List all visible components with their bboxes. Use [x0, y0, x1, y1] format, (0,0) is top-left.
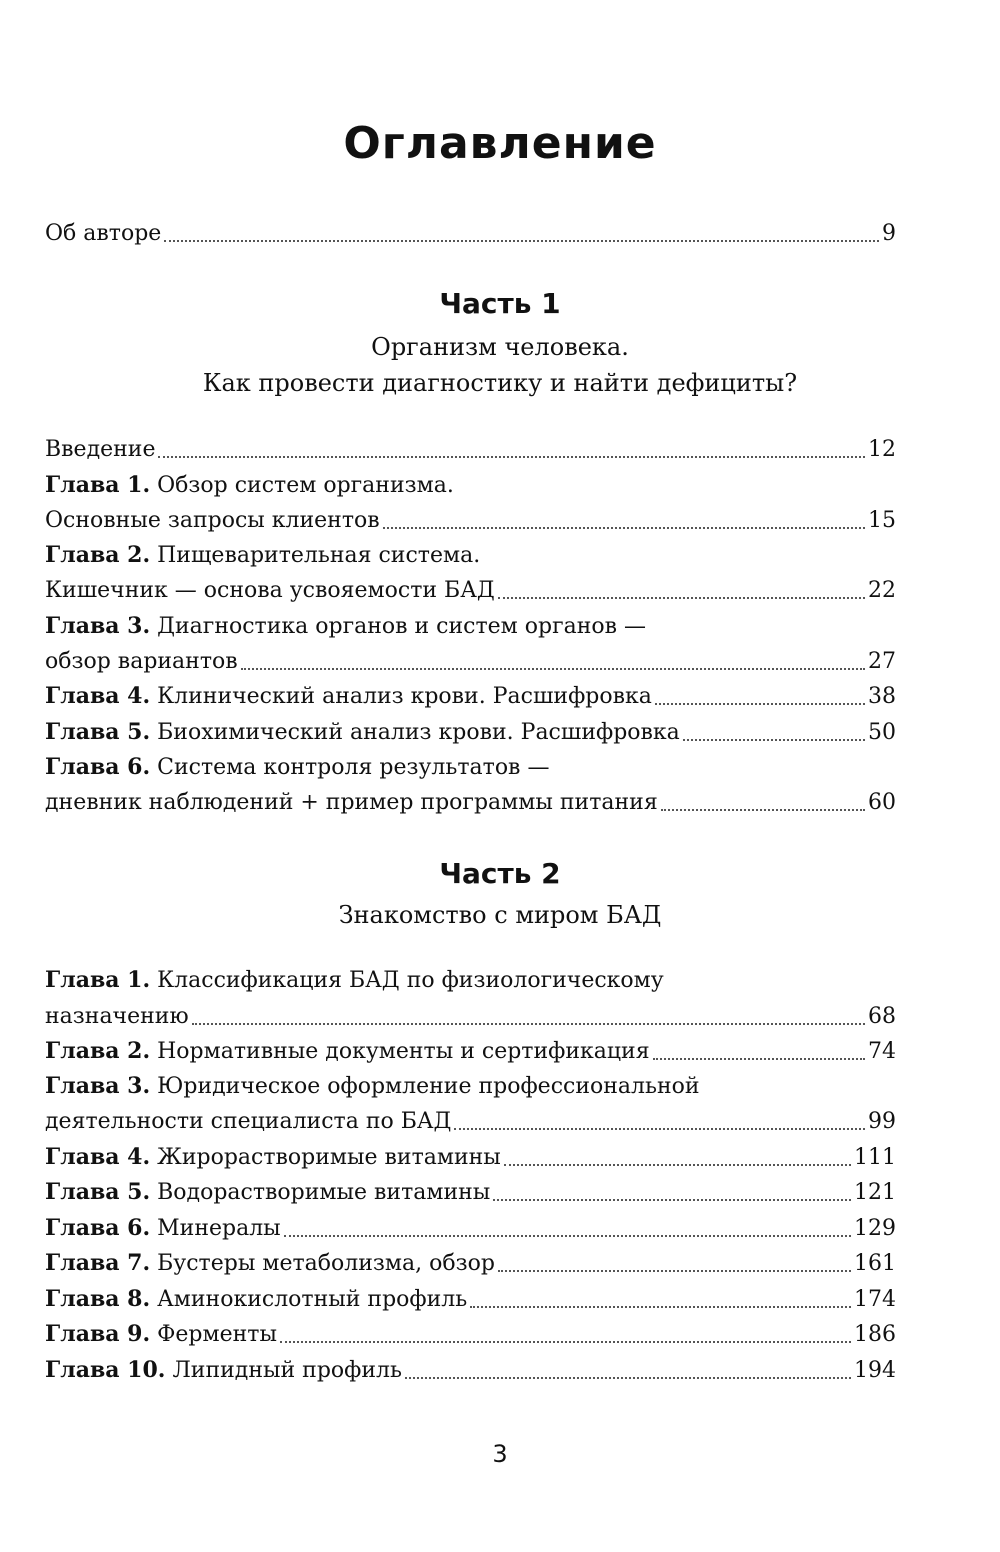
chapter-title-continued: назначению — [45, 1004, 189, 1029]
toc-entry-p2-ch10[interactable] — [45, 1351, 896, 1386]
chapter-prefix: Глава 10. — [45, 1357, 166, 1383]
toc-entry-p2-ch3-cont[interactable] — [45, 1102, 896, 1137]
toc-entry-intro[interactable] — [45, 430, 896, 465]
toc-entry-p1-ch3[interactable] — [45, 607, 896, 642]
toc-page-number: 68 — [868, 1004, 896, 1029]
chapter-prefix: Глава 6. — [45, 754, 151, 780]
dot-leader — [158, 455, 865, 458]
toc-page-number: 9 — [882, 221, 896, 246]
chapter-prefix: Глава 8. — [45, 1286, 151, 1312]
toc-page-number: 22 — [868, 578, 896, 603]
toc-entry-p1-ch6[interactable] — [45, 748, 896, 783]
chapter-prefix: Глава 9. — [45, 1321, 151, 1347]
toc-page-number: 121 — [854, 1180, 896, 1205]
toc-entry-label: Введение — [45, 437, 156, 462]
dot-leader — [241, 667, 865, 670]
chapter-prefix: Глава 6. — [45, 1215, 151, 1241]
chapter-title: Минералы — [157, 1216, 281, 1241]
page-title: Оглавление — [343, 118, 657, 169]
dot-leader — [164, 239, 879, 242]
chapter-prefix: Глава 5. — [45, 719, 151, 745]
toc-page-number: 186 — [854, 1322, 896, 1347]
toc-entry-p2-ch9[interactable] — [45, 1315, 896, 1350]
chapter-title: Биохимический анализ крови. Расшифровка — [157, 720, 680, 745]
chapter-title: Классификация БАД по физиологическому — [157, 968, 664, 993]
toc-page-number: 111 — [854, 1145, 896, 1170]
part-1-subtitle-line-2: Как провести диагностику и найти дефициты? — [202, 369, 798, 397]
dot-leader — [405, 1376, 851, 1379]
dot-leader — [653, 1057, 865, 1060]
toc-entry-p1-ch1[interactable] — [45, 466, 896, 501]
chapter-title-continued: Основные запросы клиентов — [45, 508, 380, 533]
chapter-title: Обзор систем организма. — [157, 473, 454, 498]
toc-entry-p2-ch4[interactable] — [45, 1138, 896, 1173]
toc-entry-p1-ch3-cont[interactable] — [45, 642, 896, 677]
dot-leader — [655, 702, 865, 705]
chapter-prefix: Глава 3. — [45, 1073, 151, 1099]
dot-leader — [504, 1163, 851, 1166]
toc-page-number: 12 — [868, 437, 896, 462]
toc-entry-p2-ch3[interactable] — [45, 1067, 896, 1102]
toc-page-number: 161 — [854, 1251, 896, 1276]
chapter-title: Юридическое оформление профессиональной — [157, 1074, 700, 1099]
toc-entry-p1-ch2[interactable] — [45, 536, 896, 571]
toc-page-number: 129 — [854, 1216, 896, 1241]
toc-entry-label: Об авторе — [45, 221, 162, 246]
chapter-prefix: Глава 1. — [45, 472, 151, 498]
toc-entry-p2-ch7[interactable] — [45, 1244, 896, 1279]
toc-entry-p2-ch2[interactable] — [45, 1032, 896, 1067]
chapter-title: Жирорастворимые витамины — [157, 1145, 501, 1170]
chapter-prefix: Глава 5. — [45, 1179, 151, 1205]
part-2-subtitle: Знакомство с миром БАД — [338, 901, 662, 929]
toc-entry-p1-ch1-cont[interactable] — [45, 501, 896, 536]
dot-leader — [383, 526, 865, 529]
part-1-heading: Часть 1 — [439, 287, 561, 320]
chapter-title: Аминокислотный профиль — [157, 1287, 468, 1312]
part-1-subtitle-line-1: Организм человека. — [371, 333, 629, 361]
chapter-title: Пищеварительная система. — [157, 543, 481, 568]
dot-leader — [470, 1305, 851, 1308]
toc-entry-p2-ch6[interactable] — [45, 1209, 896, 1244]
chapter-prefix: Глава 7. — [45, 1250, 151, 1276]
chapter-prefix: Глава 1. — [45, 967, 151, 993]
toc-entry-p1-ch6-cont[interactable] — [45, 783, 896, 818]
dot-leader — [683, 738, 865, 741]
chapter-prefix: Глава 3. — [45, 613, 151, 639]
dot-leader — [498, 596, 865, 599]
chapter-title: Нормативные документы и сертификация — [157, 1039, 650, 1064]
chapter-title: Диагностика органов и систем органов — — [157, 614, 647, 639]
toc-entry-p2-ch1[interactable] — [45, 961, 896, 996]
toc-page-number: 60 — [868, 790, 896, 815]
toc-page-number: 194 — [854, 1358, 896, 1383]
toc-page-number: 99 — [868, 1109, 896, 1134]
chapter-title: Клинический анализ крови. Расшифровка — [157, 684, 652, 709]
toc-page-number: 50 — [868, 720, 896, 745]
chapter-title-continued: Кишечник — основа усвояемости БАД — [45, 578, 495, 603]
dot-leader — [498, 1269, 851, 1272]
chapter-title: Водорастворимые витамины — [157, 1180, 491, 1205]
chapter-prefix: Глава 4. — [45, 1144, 151, 1170]
toc-entry-p1-ch5[interactable] — [45, 713, 896, 748]
part-2-heading: Часть 2 — [439, 857, 561, 890]
toc-page-number: 74 — [868, 1039, 896, 1064]
chapter-title-continued: дневник наблюдений + пример программы питания — [45, 790, 658, 815]
dot-leader — [280, 1340, 851, 1343]
toc-entry-p2-ch5[interactable] — [45, 1173, 896, 1208]
toc-entry-about[interactable] — [45, 214, 896, 249]
dot-leader — [454, 1127, 865, 1130]
chapter-title: Липидный профиль — [172, 1358, 402, 1383]
dot-leader — [493, 1198, 851, 1201]
page-number: 3 — [492, 1440, 508, 1468]
toc-page-number: 15 — [868, 508, 896, 533]
chapter-title-continued: деятельности специалиста по БАД — [45, 1109, 452, 1134]
toc-page-number: 27 — [868, 649, 896, 674]
chapter-prefix: Глава 2. — [45, 1038, 151, 1064]
chapter-title: Система контроля результатов — — [157, 755, 550, 780]
toc-entry-p2-ch8[interactable] — [45, 1280, 896, 1315]
toc-page-number: 38 — [868, 684, 896, 709]
toc-entry-p1-ch2-cont[interactable] — [45, 571, 896, 606]
toc-entry-p1-ch4[interactable] — [45, 677, 896, 712]
chapter-title-continued: обзор вариантов — [45, 649, 238, 674]
chapter-title: Бустеры метаболизма, обзор — [157, 1251, 495, 1276]
dot-leader — [284, 1234, 851, 1237]
toc-page-number: 174 — [854, 1287, 896, 1312]
toc-entry-p2-ch1-cont[interactable] — [45, 997, 896, 1032]
chapter-prefix: Глава 2. — [45, 542, 151, 568]
dot-leader — [661, 808, 865, 811]
dot-leader — [192, 1022, 865, 1025]
chapter-prefix: Глава 4. — [45, 683, 151, 709]
chapter-title: Ферменты — [157, 1322, 277, 1347]
